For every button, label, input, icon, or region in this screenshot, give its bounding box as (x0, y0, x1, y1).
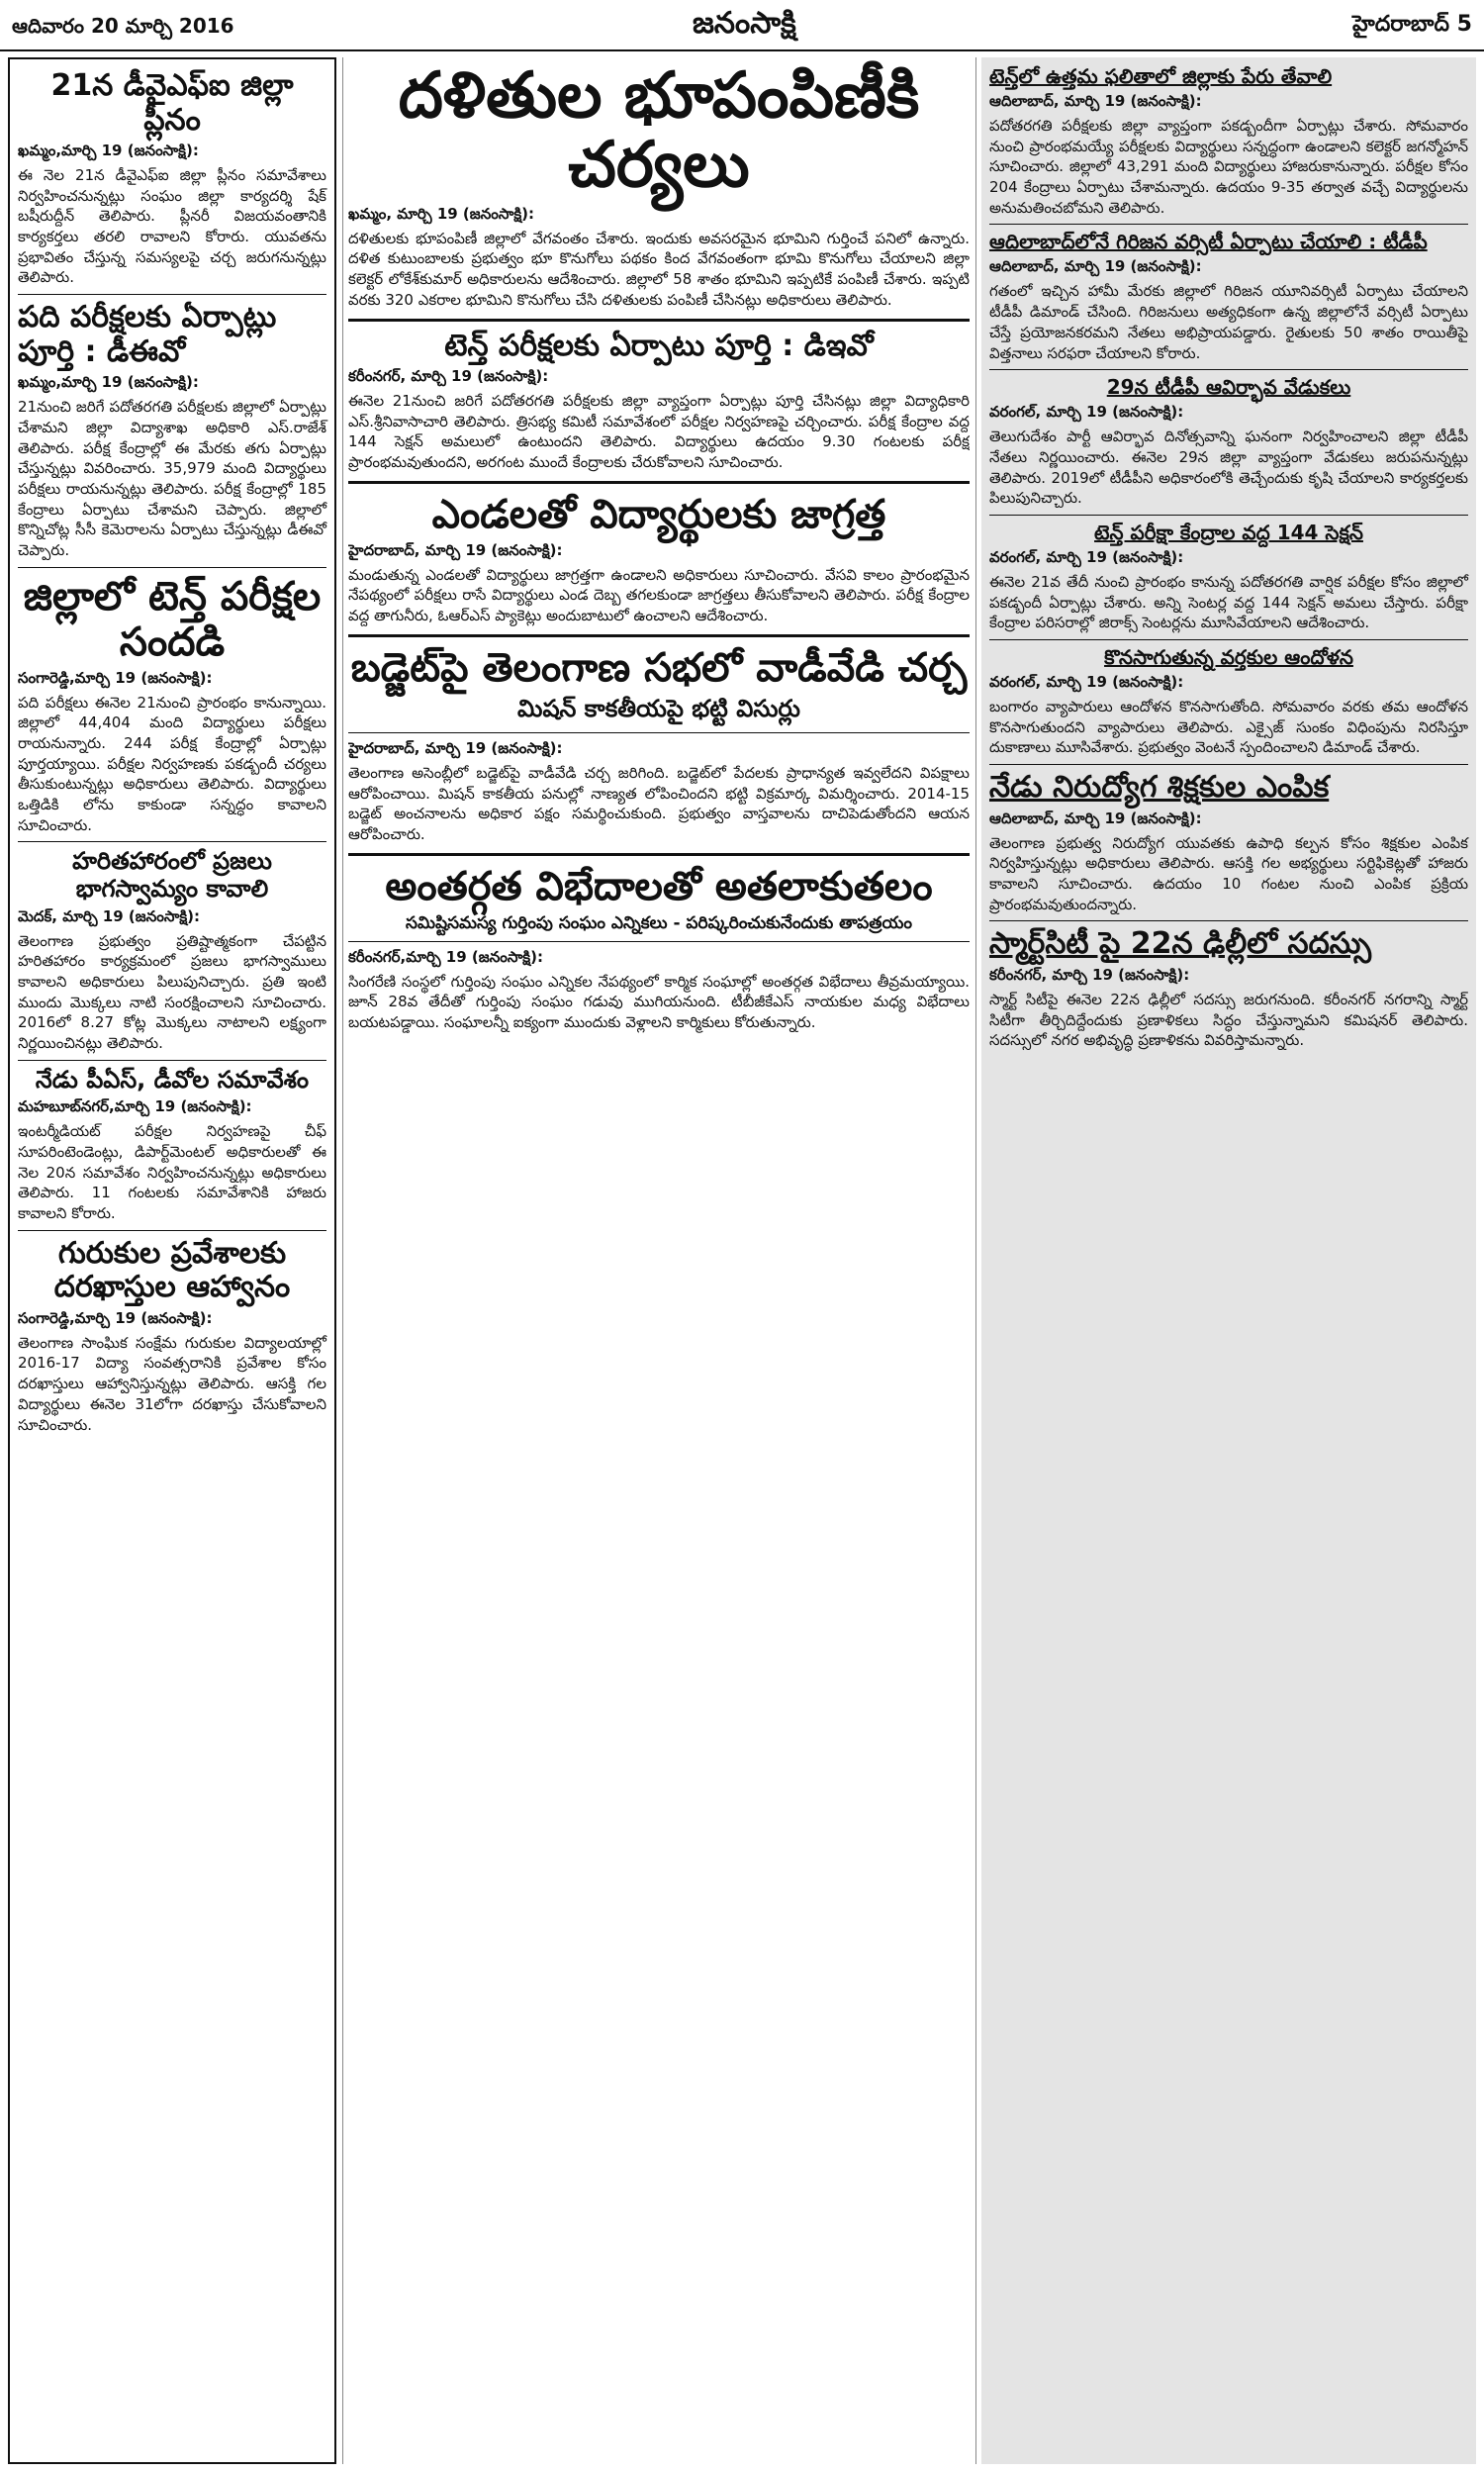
dateline: ఆదిలాబాద్, మార్చి 19 (జనంసాక్షి): (989, 92, 1202, 110)
article (348, 492, 970, 626)
dateline: కరీంనగర్,మార్చి 19 (జనంసాక్షి): (348, 947, 543, 966)
article (18, 1237, 326, 1435)
article (989, 646, 1468, 758)
headline: 21న డీవైఎఫ్ఐ జిల్లా ప్లీనం (50, 68, 294, 138)
divider (18, 567, 326, 568)
article (989, 65, 1468, 218)
newspaper-logo: జనంసాక్షి (693, 6, 796, 41)
article (18, 848, 326, 1053)
headline: టెన్త్ పరీక్షా కేంద్రాల వద్ద 144 సెక్షన్ (1094, 520, 1363, 544)
center-column (348, 57, 970, 2464)
right-column (981, 57, 1476, 2464)
divider (989, 764, 1468, 765)
dateline: సంగారెడ్డి,మార్చి 19 (జనంసాక్షి): (18, 668, 213, 687)
article (348, 864, 970, 1033)
article-text: సింగరేణి సంస్థలో గుర్తింపు సంఘం ఎన్నికల నేపథ్యంలో కార్మిక సంఘాల్లో అంతర్గత విభేదాలు తీవ్రమయ్యాయి. జూన్ 28వ తేదీతో గుర్తింపు సంఘం గడువు ముగియనుంది. టీబీజీకేఎస్ నాయకుల మధ్య విభేదాలు బయటపడ్డాయి. సంఘాలన్నీ ఐక్యంగా ముందుకు వెళ్లాలని కార్మికులు కోరుతున్నారు. (348, 972, 970, 1031)
article-text: తెలుగుదేశం పార్టీ ఆవిర్భావ దినోత్సవాన్ని ఘనంగా నిర్వహించాలని జిల్లా టీడీపీ నేతలు నిర్ణయించారు. ఈనెల 29న జిల్లా వ్యాప్తంగా వేడుకలు జరుపనున్నట్లు తెలిపారు. 2019లో టీడీపీని అధికారంలోకి తెచ్చేందుకు కృషి చేయాలని కార్యకర్తలకు పిలుపునిచ్చారు. (989, 428, 1468, 508)
dateline: వరంగల్, మార్చి 19 (జనంసాక్షి): (989, 547, 1184, 566)
article-text: బంగారం వ్యాపారులు ఆందోళన కొనసాగుతోంది. సోమవారం వరకు తమ ఆందోళన కొనసాగుతుందని వ్యాపారులు తెలిపారు. ఎక్సైజ్ సుంకం విధింపును నిరసిస్తూ దుకాణాలు మూసివేశారు. ప్రభుత్వం వెంటనే స్పందించాలని డిమాండ్ చేశారు. (989, 698, 1468, 757)
dateline: మహబూబ్‌నగర్,మార్చి 19 (జనంసాక్షి): (18, 1097, 252, 1116)
article-text: పది పరీక్షలు ఈనెల 21నుంచి ప్రారంభం కానున్నాయి. జిల్లాలో 44,404 మంది విద్యార్థులు పరీక్షలు రాయనున్నారు. 244 పరీక్ష కేంద్రాల్లో ఏర్పాట్లు పూర్తయ్యాయి. పరీక్షల నిర్వహణకు పకడ్బందీ చర్యలు తీసుకుంటున్నట్లు అధికారులు తెలిపారు. విద్యార్థులు ఒత్తిడికి లోను కాకుండా సన్నద్ధం కావాలని సూచించారు. (18, 693, 326, 834)
headline: అంతర్గత విభేదాలతో అతలాకుతలం (385, 863, 933, 909)
headline: 29న టీడీపీ ఆవిర్భావ వేడుకలు (1106, 375, 1351, 400)
dateline: ఆదిలాబాద్, మార్చి 19 (జనంసాక్షి): (989, 809, 1202, 827)
article-text: తెలంగాణ ప్రభుత్వ నిరుద్యోగ యువతకు ఉపాధి కల్పన కోసం శిక్షకుల ఎంపిక నిర్వహిస్తున్నట్లు అధికారులు తెలిపారు. ఆసక్తి గల అభ్యర్థులు సర్టిఫికెట్లతో హాజరు కావాలని సూచించారు. ఉదయం 10 గంటల నుంచి ఎంపిక ప్రక్రియ ప్రారంభమవుతుందన్నారు. (989, 833, 1468, 913)
divider (18, 841, 326, 842)
article-text: తెలంగాణ ప్రభుత్వం ప్రతిష్టాత్మకంగా చేపట్టిన హరితహారం కార్యక్రమంలో ప్రజలు భాగస్వాములు కావాలని అధికారులు పిలుపునిచ్చారు. ప్రతి ఇంటి ముందు మొక్కలు నాటి సంరక్షించాలని సూచించారు. 2016లో 8.27 కోట్ల మొక్కలు నాటాలని లక్ష్యంగా నిర్ణయించినట్లు తెలిపారు. (18, 931, 326, 1053)
divider (989, 920, 1468, 921)
article (989, 231, 1468, 363)
headline: నేడు పీఏస్, డీవోల సమావేశం (35, 1065, 310, 1094)
article-text: ఈనెల 21వ తేదీ నుంచి ప్రారంభం కానున్న పదోతరగతి వార్షిక పరీక్షల కోసం జిల్లాలో పకడ్బందీ ఏర్పాట్లు చేశారు. అన్ని సెంటర్ల వద్ద 144 సెక్షన్ అమలు చేస్తారు. పరీక్షా కేంద్రాల పరిసరాల్లో జిరాక్స్ సెంటర్లను మూసివేయాలని ఆదేశించారు. (989, 572, 1468, 632)
divider (18, 1230, 326, 1231)
article (18, 301, 326, 561)
subheadline: సమిష్టిసమస్య గుర్తింపు సంఘం ఎన్నికలు - పరిష్కరించుకునేందుకు తాపత్రయం (348, 913, 970, 942)
dateline: హైదరాబాద్, మార్చి 19 (జనంసాక్షి): (348, 540, 563, 559)
headline: కొనసాగుతున్న వర్తకుల ఆందోళన (1104, 645, 1353, 669)
page-number: హైదరాబాద్ 5 (1352, 12, 1472, 37)
headline: హరితహారంలో ప్రజలు భాగస్వామ్యం కావాలి (72, 847, 272, 904)
dateline: మెదక్, మార్చి 19 (జనంసాక్షి): (18, 906, 201, 925)
divider (989, 224, 1468, 225)
divider (18, 294, 326, 295)
divider (18, 1060, 326, 1061)
article (18, 69, 326, 288)
article (348, 645, 970, 845)
article (989, 927, 1468, 1051)
article-text: ఈనెల 21నుంచి జరిగే పదోతరగతి పరీక్షలకు జిల్లా వ్యాప్తంగా ఏర్పాట్లు పూర్తి చేసినట్లు జిల్లా విద్యాధికారి ఎస్.శ్రీనివాసాచారి తెలిపారు. త్రిసభ్య కమిటీ సమావేశంలో పరీక్షల నిర్వహణపై చర్చించారు. పరీక్ష కేంద్రాల వద్ద 144 సెక్షన్ అమలులో ఉంటుందని తెలిపారు. విద్యార్థులు ఉదయం 9.30 గంటలకు పరీక్ష ప్రారంభమవుతుందని, అరగంట ముందే కేంద్రాలకు చేరుకోవాలని సూచించారు. (348, 392, 970, 472)
article-text: తెలంగాణ సాంఘిక సంక్షేమ గురుకుల విద్యాలయాల్లో 2016-17 విద్యా సంవత్సరానికి ప్రవేశాల కోసం దరఖాస్తులు ఆహ్వానిస్తున్నట్లు తెలిపారు. ఆసక్తి గల విద్యార్థులు ఈనెల 31లోగా దరఖాస్తు చేసుకోవాలని సూచించారు. (18, 1333, 326, 1434)
headline: టెన్త్ పరీక్షలకు ఏర్పాటు పూర్తి : డిఇవో (444, 328, 874, 363)
column-divider (975, 57, 976, 2464)
headline: నేడు నిరుద్యోగ శిక్షకుల ఎంపిక (989, 770, 1330, 806)
article-text: ఇంటర్మీడియట్ పరీక్షల నిర్వహణపై చీఫ్ సూపరింటెండెంట్లు, డిపార్ట్‌మెంటల్ అధికారులతో ఈ నెల 20న సమావేశం నిర్వహించనున్నట్లు అధికారులు తెలిపారు. 11 గంటలకు సమావేశానికి హాజరు కావాలని కోరారు. (18, 1122, 326, 1223)
left-column (8, 57, 336, 2464)
article-text: 21నుంచి జరిగే పదోతరగతి పరీక్షలకు జిల్లాలో ఏర్పాట్లు చేశామని జిల్లా విద్యాశాఖ అధికారి ఎస్.రాజేశ్ తెలిపారు. పరీక్ష కేంద్రాల్లో ఈ మేరకు తగు ఏర్పాట్లు చేస్తున్నట్లు వివరించారు. 35,979 మంది విద్యార్థులు పరీక్షలు రాయనున్నట్లు తెలిపారు. పరీక్ష కేంద్రాల్లో 185 కేంద్రాలు ఏర్పాటు చేశామని చెప్పారు. జిల్లాలో కొన్నిచోట్ల సీసీ కెమెరాలను ఏర్పాటు చేస్తున్నట్లు డీఈవో చెప్పారు. (18, 398, 326, 559)
dateline: సంగారెడ్డి,మార్చి 19 (జనంసాక్షి): (18, 1308, 213, 1327)
headline: బడ్జెట్‌పై తెలంగాణ సభలో వాడీవేడి చర్చ (350, 644, 968, 691)
headline: జిల్లాలో టెన్త్ పరీక్షల సందడి (23, 573, 322, 665)
headline: పది పరీక్షలకు ఏర్పాట్లు పూర్తి : డీఈవో (18, 300, 277, 369)
page-header (0, 0, 1484, 51)
headline: స్మార్ట్‌సిటీ పై 22న ఢిల్లీలో సదస్సు (989, 926, 1372, 962)
article-text: గతంలో ఇచ్చిన హామీ మేరకు జిల్లాలో గిరిజన యూనివర్సిటీ ఏర్పాటు చేయాలని టీడీపీ డిమాండ్ చేసింది. గిరిజనులు అత్యధికంగా ఉన్న జిల్లాలోనే వర్సిటీ ఏర్పాటు చేస్తే ప్రయోజనకరమని నేతలు అభిప్రాయపడ్డారు. రైతులకు 50 శాతం రాయితీపై విత్తనాలు సరఫరా చేయాలని కోరారు. (989, 282, 1468, 362)
article-text: స్మార్ట్ సిటీపై ఈనెల 22న ఢిల్లీలో సదస్సు జరుగనుంది. కరీంనగర్ నగరాన్ని స్మార్ట్ సిటీగా తీర్చిదిద్దేందుకు ప్రణాళికలు సిద్ధం చేస్తున్నామని కమిషనర్ తెలిపారు. సదస్సులో నగర అభివృద్ధి ప్రణాళికను వివరిస్తామన్నారు. (989, 990, 1468, 1050)
article (989, 771, 1468, 914)
article-text: దళితులకు భూపంపిణీ జిల్లాలో వేగవంతం చేశారు. ఇందుకు అవసరమైన భూమిని గుర్తించే పనిలో ఉన్నారు. దళిత కుటుంబాలకు ప్రభుత్వం భూ కొనుగోలు పథకం కింద వేగవంతంగా భూమి కొనుగోలు చేయాలని జిల్లా కలెక్టర్ లోకేశ్‌కుమార్ అధికారులను ఆదేశించారు. జిల్లాలో 58 శాతం భూమిని ఇప్పటికే పంపిణీ చేశారు. ఇప్పటి వరకు 320 ఎకరాల భూమిని కొనుగోలు చేసి దళితులకు పంపిణీ చేసినట్లు అధికారులు తెలిపారు. (348, 229, 970, 309)
article (348, 330, 970, 473)
divider (989, 515, 1468, 516)
column-divider (342, 57, 343, 2464)
dateline: హైదరాబాద్, మార్చి 19 (జనంసాక్షి): (348, 738, 563, 757)
divider (348, 634, 970, 637)
dateline: కరీంనగర్, మార్చి 19 (జనంసాక్షి): (348, 367, 549, 386)
headline: ఎండలతో విద్యార్థులకు జాగ్రత్త (431, 491, 886, 537)
headline: టెన్త్‌లో ఉత్తమ ఫలితాలో జిల్లాకు పేరు తేవాలి (989, 64, 1333, 88)
article-text: పదోతరగతి పరీక్షలకు జిల్లా వ్యాప్తంగా పకడ్బందీగా ఏర్పాట్లు చేశారు. సోమవారం నుంచి ప్రారంభమయ్యే పరీక్షలకు విద్యార్థులు సన్నద్ధంగా ఉండాలని కలెక్టర్ జగన్మోహన్ సూచించారు. జిల్లాలో 43,291 మంది విద్యార్థులు హాజరుకానున్నారు. పరీక్షల కోసం 204 కేంద్రాలు ఏర్పాటు చేశామన్నారు. ఉదయం 9-35 తర్వాత వచ్చే విద్యార్థులను అనుమతించబోమని తెలిపారు. (989, 117, 1468, 217)
dateline: కరీంనగర్, మార్చి 19 (జనంసాక్షి): (989, 965, 1190, 984)
divider (348, 481, 970, 484)
dateline: ఖమ్మం, మార్చి 19 (జనంసాక్షి): (348, 204, 535, 223)
article (18, 1067, 326, 1224)
dateline: ఖమ్మం,మార్చి 19 (జనంసాక్షి): (18, 373, 199, 392)
divider (989, 369, 1468, 370)
subheadline: మిషన్ కాకతీయపై భట్టి విసుర్లు (348, 695, 970, 733)
divider (989, 639, 1468, 640)
headline: దళితుల భూపంపిణీకి చర్యలు (398, 59, 920, 203)
headline: ఆదిలాబాద్‌లోనే గిరిజన వర్సిటీ ఏర్పాటు చేయాలి : టీడీపీ (989, 230, 1428, 254)
article (989, 376, 1468, 509)
dateline: ఖమ్మం,మార్చి 19 (జనంసాక్షి): (18, 142, 199, 159)
article (348, 61, 970, 311)
article-text: మండుతున్న ఎండలతో విద్యార్థులు జాగ్రత్తగా ఉండాలని అధికారులు సూచించారు. వేసవి కాలం ప్రారంభమైన నేపథ్యంలో పరీక్షలు రాసే విద్యార్థులు ఎండ దెబ్బ తగలకుండా జాగ్రత్తలు తీసుకోవాలని తెలిపారు. పరీక్ష కేంద్రాల వద్ద తాగునీరు, ఓఆర్ఎస్ ప్యాకెట్లు అందుబాటులో ఉంచాలని ఆదేశించారు. (348, 565, 970, 625)
headline: గురుకుల ప్రవేశాలకు దరఖాస్తుల ఆహ్వానం (53, 1235, 291, 1305)
issue-date: ఆదివారం 20 మార్చి 2016 (12, 14, 234, 38)
article (989, 522, 1468, 633)
article (18, 574, 326, 836)
article-text: తెలంగాణ అసెంబ్లీలో బడ్జెట్‌పై వాడీవేడి చర్చ జరిగింది. బడ్జెట్‌లో పేదలకు ప్రాధాన్యత ఇవ్వలేదని విపక్షాలు ఆరోపించాయి. మిషన్ కాకతీయ పనుల్లో నాణ్యత లోపించిందని భట్టి విక్రమార్క విమర్శించారు. 2014-15 బడ్జెట్ అంచనాలను అధికార పక్షం సమర్థించుకుంది. ప్రభుత్వం వాస్తవాలను దాచిపెడుతోందని ఆయన ఆరోపించారు. (348, 763, 970, 843)
dateline: వరంగల్, మార్చి 19 (జనంసాక్షి): (989, 673, 1184, 691)
dateline: వరంగల్, మార్చి 19 (జనంసాక్షి): (989, 403, 1184, 422)
article-text: ఈ నెల 21న డీవైఎఫ్ఐ జిల్లా ప్లీనం సమావేశాలు నిర్వహించనున్నట్లు సంఘం జిల్లా కార్యదర్శి షేక్ బషీరుద్దీన్ తెలిపారు. ప్లీనరీ విజయవంతానికి కార్యకర్తలు తరలి రావాలని కోరారు. యువతను ప్రభావితం చేస్తున్న సమస్యలపై చర్చ జరుగనున్నట్లు తెలిపారు. (18, 166, 326, 287)
divider (348, 319, 970, 322)
dateline: ఆదిలాబాద్, మార్చి 19 (జనంసాక్షి): (989, 257, 1202, 276)
divider (348, 853, 970, 856)
